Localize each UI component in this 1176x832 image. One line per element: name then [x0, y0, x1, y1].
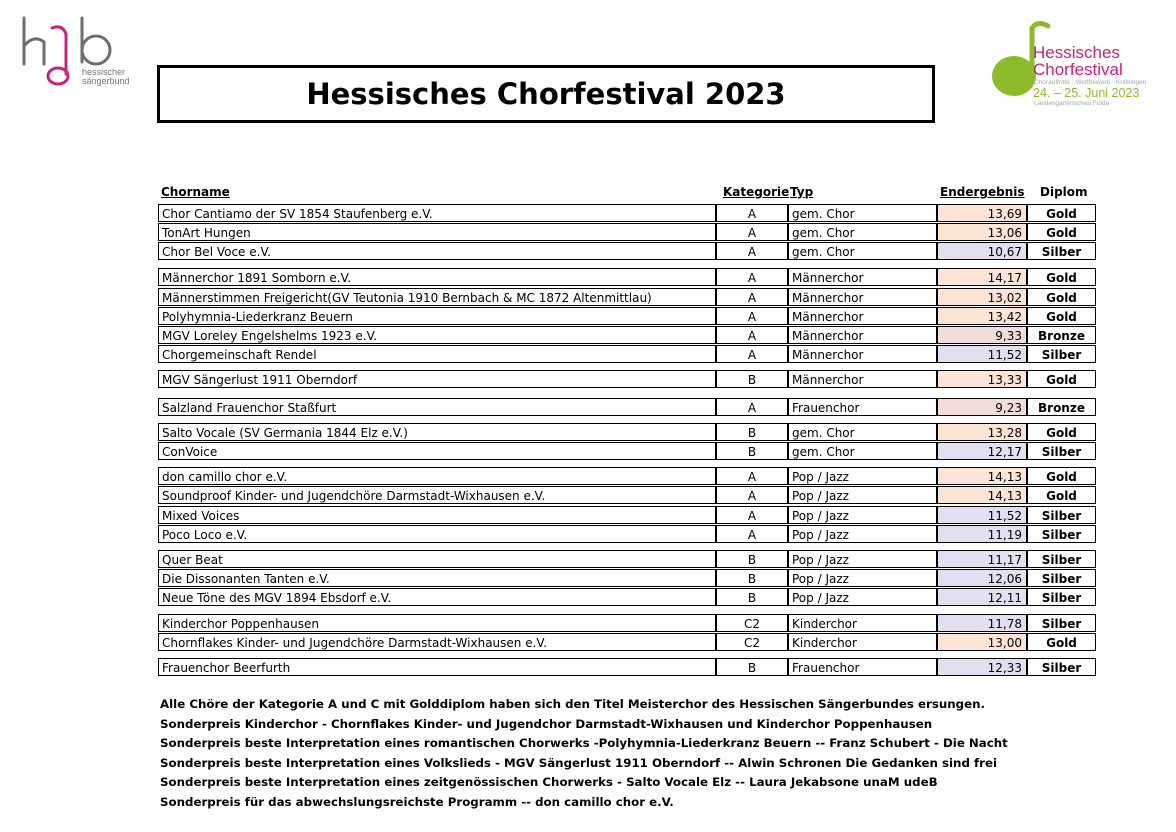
- note-line: Sonderpreis Kinderchor - Chornflakes Kinder- und Jugendchor Darmstadt-Wixhausen und Kinderchor Poppenhausen: [160, 716, 933, 731]
- type-cell: Pop / Jazz: [788, 569, 937, 587]
- note-line: Alle Chöre der Kategorie A und C mit Golddiplom haben sich den Titel Meisterchor des Hessischen Sängerbundes ersungen.: [160, 697, 985, 711]
- diploma-cell: Silber: [1027, 525, 1096, 543]
- note-line: Sonderpreis beste Interpretation eines zeitgenössischen Chorwerks - Salto Vocale Elz -- Laura Jekabsone unaM udeB: [160, 775, 938, 790]
- type-cell: Männerchor: [788, 370, 937, 388]
- diploma-cell: Silber: [1027, 506, 1096, 524]
- category-cell: B: [716, 442, 788, 460]
- type-cell: gem. Chor: [788, 423, 937, 441]
- type-cell: Pop / Jazz: [788, 467, 937, 485]
- diploma-cell: Silber: [1027, 614, 1096, 632]
- category-cell: B: [716, 550, 788, 568]
- note-line: Sonderpreis beste Interpretation eines Volkslieds - MGV Sängerlust 1911 Oberndorf -- Alwin Schronen Die Gedanken sind frei: [160, 755, 997, 770]
- note-line: Sonderpreis beste Interpretation eines romantischen Chorwerks -Polyhymnia-Liederkranz Beuern -- Franz Schubert - Die Nacht: [160, 736, 1008, 751]
- category-cell: A: [716, 204, 788, 222]
- choir-name-cell: don camillo chor e.V.: [158, 467, 716, 485]
- category-cell: A: [716, 268, 788, 286]
- choir-name-cell: Salto Vocale (SV Germania 1844 Elz e.V.): [158, 423, 716, 441]
- choir-name-cell: MGV Sängerlust 1911 Oberndorf: [158, 370, 716, 388]
- type-cell: Männerchor: [788, 307, 937, 325]
- diploma-cell: Gold: [1027, 223, 1096, 241]
- hsb-subtitle: [82, 68, 130, 86]
- type-cell: gem. Chor: [788, 442, 937, 460]
- score-cell: 14,13: [937, 486, 1027, 504]
- choir-name-cell: Die Dissonanten Tanten e.V.: [158, 569, 716, 587]
- category-cell: A: [716, 467, 788, 485]
- festival-logo-date: 24. – 25. Juni 2023: [1033, 86, 1140, 100]
- choir-name-cell: Polyhymnia-Liederkranz Beuern: [158, 307, 716, 325]
- category-cell: A: [716, 288, 788, 306]
- score-cell: 12,17: [937, 442, 1027, 460]
- type-cell: Männerchor: [788, 288, 937, 306]
- note-line: Sonderpreis für das abwechslungsreichste Programm -- don camillo chor e.V.: [160, 794, 674, 809]
- score-cell: 9,23: [937, 398, 1027, 416]
- choir-name-cell: Chornflakes Kinder- und Jugendchöre Darmstadt-Wixhausen e.V.: [158, 633, 716, 651]
- score-cell: 12,11: [937, 588, 1027, 606]
- score-cell: 11,17: [937, 550, 1027, 568]
- diploma-cell: Silber: [1027, 550, 1096, 568]
- score-cell: 11,19: [937, 525, 1027, 543]
- festival-logo-tagline: Chorauftritte · Wettbewerb · Kritikingen: [1034, 79, 1147, 86]
- score-cell: 11,52: [937, 506, 1027, 524]
- diploma-cell: Bronze: [1027, 398, 1096, 416]
- choir-name-cell: Quer Beat: [158, 550, 716, 568]
- festival-logo-place: Landesgartenschau Fulda: [1034, 100, 1110, 107]
- choir-name-cell: Salzland Frauenchor Staßfurt: [158, 398, 716, 416]
- hsb-sub-line2: sängerbund: [82, 76, 130, 86]
- page-title: Hessisches Chorfestival 2023: [306, 77, 786, 111]
- diploma-cell: Silber: [1027, 569, 1096, 587]
- header-diplom: Diplom: [1040, 185, 1088, 199]
- choir-name-cell: Kinderchor Poppenhausen: [158, 614, 716, 632]
- choir-name-cell: Poco Loco e.V.: [158, 525, 716, 543]
- score-cell: 11,52: [937, 345, 1027, 363]
- hsb-sub-line1: hessischer: [82, 67, 126, 77]
- diploma-cell: Silber: [1027, 442, 1096, 460]
- diploma-cell: Gold: [1027, 467, 1096, 485]
- score-cell: 13,33: [937, 370, 1027, 388]
- diploma-cell: Gold: [1027, 307, 1096, 325]
- score-cell: 9,33: [937, 326, 1027, 344]
- category-cell: B: [716, 588, 788, 606]
- diploma-cell: Gold: [1027, 486, 1096, 504]
- type-cell: gem. Chor: [788, 223, 937, 241]
- category-cell: C2: [716, 614, 788, 632]
- category-cell: B: [716, 569, 788, 587]
- title-box: [157, 65, 935, 123]
- score-cell: 13,02: [937, 288, 1027, 306]
- diploma-cell: Gold: [1027, 288, 1096, 306]
- header-chorname: Chorname: [161, 185, 230, 199]
- type-cell: Pop / Jazz: [788, 506, 937, 524]
- diploma-cell: Gold: [1027, 423, 1096, 441]
- score-cell: 13,69: [937, 204, 1027, 222]
- score-cell: 13,06: [937, 223, 1027, 241]
- score-cell: 13,00: [937, 633, 1027, 651]
- header-endergebnis: Endergebnis: [940, 185, 1025, 199]
- diploma-cell: Gold: [1027, 268, 1096, 286]
- choir-name-cell: Männerchor 1891 Somborn e.V.: [158, 268, 716, 286]
- category-cell: A: [716, 486, 788, 504]
- notes-block: [160, 695, 1008, 813]
- score-cell: 12,06: [937, 569, 1027, 587]
- choir-name-cell: Chorgemeinschaft Rendel: [158, 345, 716, 363]
- score-cell: 12,33: [937, 658, 1027, 676]
- category-cell: A: [716, 345, 788, 363]
- festival-logo-line2: Chorfestival: [1033, 60, 1123, 79]
- diploma-cell: Gold: [1027, 370, 1096, 388]
- type-cell: Frauenchor: [788, 658, 937, 676]
- choir-name-cell: Frauenchor Beerfurth: [158, 658, 716, 676]
- diploma-cell: Gold: [1027, 204, 1096, 222]
- choir-name-cell: Neue Töne des MGV 1894 Ebsdorf e.V.: [158, 588, 716, 606]
- diploma-cell: Silber: [1027, 345, 1096, 363]
- category-cell: C2: [716, 633, 788, 651]
- diploma-cell: Bronze: [1027, 326, 1096, 344]
- category-cell: A: [716, 223, 788, 241]
- score-cell: 14,17: [937, 268, 1027, 286]
- score-cell: 11,78: [937, 614, 1027, 632]
- score-cell: 14,13: [937, 467, 1027, 485]
- type-cell: Pop / Jazz: [788, 486, 937, 504]
- category-cell: B: [716, 658, 788, 676]
- header-kategorie: Kategorie: [723, 185, 790, 199]
- category-cell: A: [716, 242, 788, 260]
- choir-name-cell: Chor Cantiamo der SV 1854 Staufenberg e.V.: [158, 204, 716, 222]
- category-cell: A: [716, 506, 788, 524]
- type-cell: Pop / Jazz: [788, 550, 937, 568]
- diploma-cell: Gold: [1027, 633, 1096, 651]
- type-cell: Kinderchor: [788, 633, 937, 651]
- type-cell: Männerchor: [788, 326, 937, 344]
- score-cell: 13,28: [937, 423, 1027, 441]
- diploma-cell: Silber: [1027, 588, 1096, 606]
- festival-logo-line1: Hessisches: [1033, 43, 1120, 62]
- choir-name-cell: Soundproof Kinder- und Jugendchöre Darmstadt-Wixhausen e.V.: [158, 486, 716, 504]
- category-cell: A: [716, 326, 788, 344]
- category-cell: B: [716, 370, 788, 388]
- choir-name-cell: Chor Bel Voce e.V.: [158, 242, 716, 260]
- type-cell: Kinderchor: [788, 614, 937, 632]
- category-cell: B: [716, 423, 788, 441]
- score-cell: 10,67: [937, 242, 1027, 260]
- category-cell: A: [716, 525, 788, 543]
- type-cell: Pop / Jazz: [788, 588, 937, 606]
- choir-name-cell: ConVoice: [158, 442, 716, 460]
- diploma-cell: Silber: [1027, 658, 1096, 676]
- type-cell: Männerchor: [788, 268, 937, 286]
- category-cell: A: [716, 398, 788, 416]
- type-cell: Männerchor: [788, 345, 937, 363]
- header-typ: Typ: [790, 185, 814, 199]
- type-cell: gem. Chor: [788, 242, 937, 260]
- category-cell: A: [716, 307, 788, 325]
- diploma-cell: Silber: [1027, 242, 1096, 260]
- type-cell: gem. Chor: [788, 204, 937, 222]
- choir-name-cell: Mixed Voices: [158, 506, 716, 524]
- score-cell: 13,42: [937, 307, 1027, 325]
- type-cell: Pop / Jazz: [788, 525, 937, 543]
- choir-name-cell: Männerstimmen Freigericht(GV Teutonia 1910 Bernbach & MC 1872 Altenmittlau): [158, 288, 716, 306]
- type-cell: Frauenchor: [788, 398, 937, 416]
- choir-name-cell: MGV Loreley Engelshelms 1923 e.V.: [158, 326, 716, 344]
- choir-name-cell: TonArt Hungen: [158, 223, 716, 241]
